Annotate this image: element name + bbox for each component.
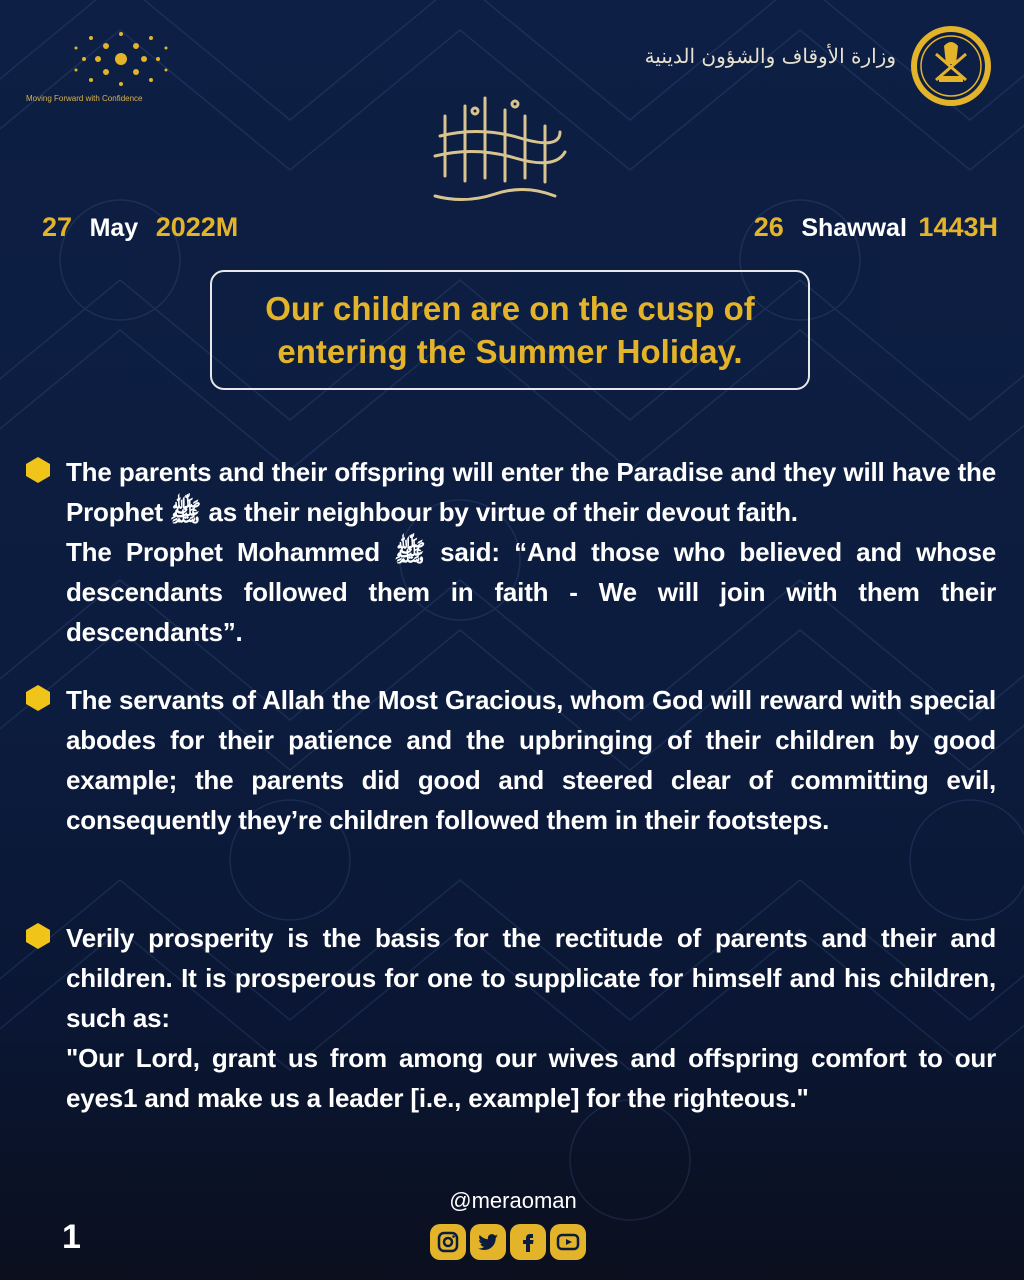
vision-logo-text: Moving Forward with Confidence: [26, 94, 143, 103]
title-box: [210, 270, 810, 390]
bullet-dot-icon: [24, 922, 52, 950]
hijri-day: 26: [753, 212, 784, 242]
bullet-paragraph: The parents and their offspring will enter the Paradise and they will have the Prophet ﷺ as their neighbour by virtue of their devout faith.: [66, 457, 996, 527]
gregorian-month: May: [89, 214, 139, 242]
hijri-date: [754, 212, 998, 248]
bullet-paragraph: "Our Lord, grant us from among our wives and offspring comfort to our eyes1 and make us a leader [i.e., example] for the righteous.": [66, 1043, 996, 1113]
page-number: 1: [62, 1218, 81, 1256]
hijri-year: 1443H: [918, 212, 998, 242]
sermon-title: Our children are on the cusp of entering the Summer Holiday.: [265, 290, 755, 370]
hijri-month: Shawwal: [801, 214, 907, 242]
bullet-text: [66, 918, 996, 1118]
vision-burst-icon: [66, 24, 176, 94]
ministry-emblem-icon: [906, 24, 996, 108]
gregorian-day: 27: [42, 212, 73, 242]
oman-vision-logo: [26, 24, 196, 114]
bullet-text: [66, 452, 996, 652]
youtube-icon[interactable]: [550, 1224, 586, 1260]
bullet-paragraph: Verily prosperity is the basis for the rectitude of parents and their and children. It is prosperous for one to supplicate for himself and his children, such as:: [66, 923, 996, 1033]
bullet-text: [66, 680, 996, 840]
bullet-paragraph: The Prophet Mohammed ﷺ said: “And those who believed and whose descendants followed them in faith - We will join with them their descendants”.: [66, 537, 996, 647]
gregorian-date: [42, 212, 248, 248]
calligraphy-logo-icon: [405, 86, 575, 216]
facebook-icon[interactable]: [510, 1224, 546, 1260]
gregorian-year: 2022M: [155, 212, 239, 242]
bullet-dot-icon: [24, 456, 52, 484]
social-handle[interactable]: @meraoman: [449, 1188, 577, 1213]
social-icons: [430, 1224, 600, 1264]
friday-sermon-calligraphy: [405, 86, 575, 216]
ministry-name: وزارة الأوقاف والشؤون الدينية: [644, 44, 896, 68]
bullet-dot-icon: [24, 684, 52, 712]
bullet-paragraph: The servants of Allah the Most Gracious, whom God will reward with special abodes for their patience and the upbringing of their children by good example; the parents did good and steered clear of committing evil, consequently they’re children followed them in their footsteps.: [66, 685, 996, 835]
instagram-icon[interactable]: [430, 1224, 466, 1260]
twitter-icon[interactable]: [470, 1224, 506, 1260]
